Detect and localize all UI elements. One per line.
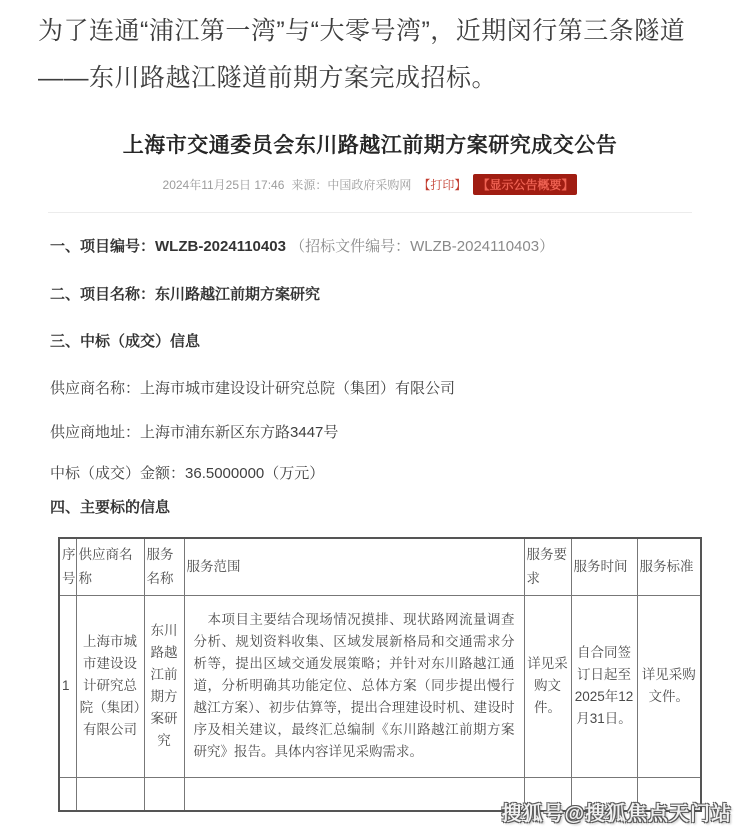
- meta-source: 来源：中国政府采购网: [291, 178, 412, 192]
- col-header-seq: 序号: [59, 538, 76, 595]
- table-header-row: [59, 538, 701, 595]
- supplier-address-value: 上海市浦东新区东方路3447号: [140, 424, 339, 441]
- cell-service-scope: 本项目主要结合现场情况摸排、现状路网流量调查分析、规划资料收集、区域发展新格局和交通需求分析等，提出区域交通发展策略；并针对东川路越江通道，分析明确其功能定位、总体方案（同步提出慢行越江方案）、初步估算等，提出合理建设时机、建设时序及相关建议，最终汇总编制《东川路越江前期方案研究》报告。具体内容详见采购需求。: [184, 595, 524, 777]
- award-amount-label: 中标（成交）金额：: [50, 465, 186, 482]
- col-header-service-requirement: 服务要求: [524, 538, 571, 595]
- main-subject-heading: 四、主要标的信息: [50, 499, 171, 516]
- supplier-name-row: [50, 379, 700, 399]
- show-summary-badge[interactable]: 【显示公告概要】: [473, 174, 577, 195]
- col-header-service-name: 服务名称: [144, 538, 184, 595]
- project-number-note: （招标文件编号：WLZB-2024110403）: [290, 238, 555, 255]
- supplier-address-row: [50, 423, 700, 443]
- cell-supplier: 上海市城市建设设计研究总院（集团）有限公司: [76, 595, 144, 777]
- cell-service-time: 自合同签订日起至2025年12月31日。: [571, 595, 637, 777]
- project-name-label: 二、项目名称：: [50, 286, 156, 303]
- col-header-supplier: 供应商名称: [76, 538, 144, 595]
- cell-service-name: 东川路越江前期方案研究: [144, 595, 184, 777]
- supplier-address-label: 供应商地址：: [50, 424, 141, 441]
- project-number-value: WLZB-2024110403: [155, 238, 286, 255]
- col-header-service-scope: 服务范围: [184, 538, 524, 595]
- cell-service-standard: 详见采购文件。: [637, 595, 701, 777]
- cell-seq: 1: [59, 595, 76, 777]
- award-amount-row: [50, 464, 700, 484]
- notice-meta: [0, 174, 740, 195]
- supplier-name-value: 上海市城市建设设计研究总院（集团）有限公司: [140, 380, 456, 397]
- award-amount-value: 36.5000000（万元）: [185, 465, 325, 482]
- project-number-label: 一、项目编号：: [50, 238, 156, 255]
- divider: [48, 212, 692, 213]
- cell-service-requirement: 详见采购文件。: [524, 595, 571, 777]
- sohu-watermark: 搜狐号@搜狐焦点天门站: [501, 803, 732, 825]
- meta-datetime: 2024年11月25日 17:46: [162, 178, 285, 192]
- print-button[interactable]: 【打印】: [418, 178, 467, 192]
- notice-body: [0, 237, 740, 518]
- table-row: [59, 595, 701, 777]
- project-name-value: 东川路越江前期方案研究: [155, 286, 321, 303]
- award-subject-table: [58, 537, 702, 812]
- col-header-service-time: 服务时间: [571, 538, 637, 595]
- article-headline: 为了连通“浦江第一湾”与“大零号湾”，近期闵行第三条隧道——东川路越江隧道前期方案完成招标。: [38, 17, 686, 92]
- table-row-empty: [59, 777, 701, 811]
- award-info-heading: 三、中标（成交）信息: [50, 333, 201, 350]
- project-number-row: [50, 237, 700, 257]
- article-page: [0, 8, 740, 828]
- notice-title: 上海市交通委员会东川路越江前期方案研究成交公告: [122, 134, 618, 157]
- project-name-row: [50, 285, 700, 305]
- supplier-name-label: 供应商名称：: [50, 380, 141, 397]
- col-header-service-standard: 服务标准: [637, 538, 701, 595]
